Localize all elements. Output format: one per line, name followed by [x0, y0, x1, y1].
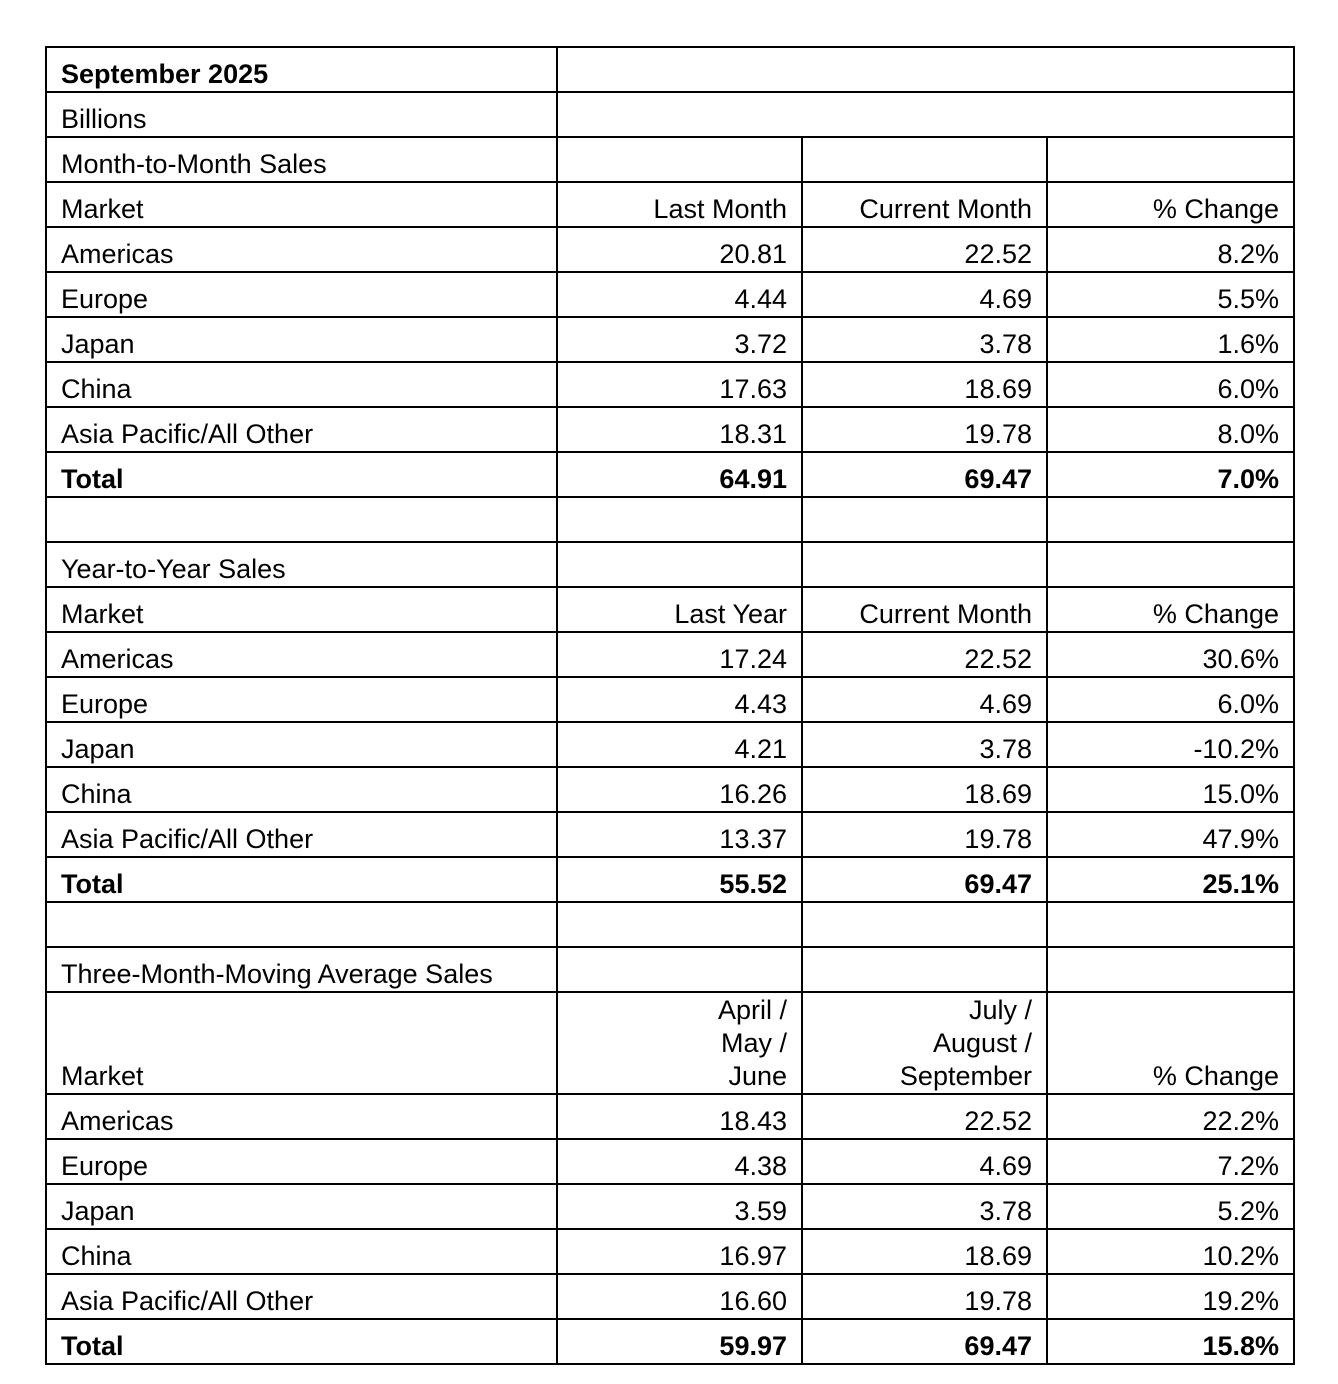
current-month-value: 22.52 [802, 632, 1047, 677]
last-year-value: 55.52 [557, 857, 802, 902]
spacer-row [46, 497, 1294, 542]
table-row [46, 632, 1294, 677]
blank-cell [802, 137, 1047, 182]
pct-change-value: 1.6% [1047, 317, 1294, 362]
total-row [46, 1319, 1294, 1364]
prev-period-value: 4.38 [557, 1139, 802, 1184]
current-month-value: 3.78 [802, 722, 1047, 767]
pct-change-value: 30.6% [1047, 632, 1294, 677]
spacer-row [46, 902, 1294, 947]
column-header-current-month: Current Month [802, 182, 1047, 227]
last-month-value: 20.81 [557, 227, 802, 272]
blank-cell [802, 542, 1047, 587]
current-month-value: 19.78 [802, 407, 1047, 452]
curr-period-value: 3.78 [802, 1184, 1047, 1229]
table-row [46, 812, 1294, 857]
market-name: Total [46, 452, 557, 497]
last-year-value: 4.43 [557, 677, 802, 722]
column-header-apr-may-jun: April / May / June [557, 992, 802, 1094]
section-title-month-to-month: Month-to-Month Sales [46, 137, 557, 182]
current-month-value: 19.78 [802, 812, 1047, 857]
table-row [46, 1184, 1294, 1229]
table-row [46, 722, 1294, 767]
last-year-value: 17.24 [557, 632, 802, 677]
pct-change-value: 10.2% [1047, 1229, 1294, 1274]
prev-period-value: 16.97 [557, 1229, 802, 1274]
table-row [46, 767, 1294, 812]
column-header-pct-change: % Change [1047, 992, 1294, 1094]
pct-change-value: -10.2% [1047, 722, 1294, 767]
market-name: Japan [46, 1184, 557, 1229]
curr-period-value: 19.78 [802, 1274, 1047, 1319]
pct-change-value: 6.0% [1047, 677, 1294, 722]
prev-period-value: 16.60 [557, 1274, 802, 1319]
table-row [46, 227, 1294, 272]
blank-cell [1047, 137, 1294, 182]
column-header-pct-change: % Change [1047, 182, 1294, 227]
last-year-value: 4.21 [557, 722, 802, 767]
column-header-market: Market [46, 587, 557, 632]
current-month-value: 69.47 [802, 452, 1047, 497]
table-row [46, 272, 1294, 317]
pct-change-value: 25.1% [1047, 857, 1294, 902]
section-title-three-month: Three-Month-Moving Average Sales [46, 947, 557, 992]
pct-change-value: 5.5% [1047, 272, 1294, 317]
current-month-value: 3.78 [802, 317, 1047, 362]
blank-cell [557, 47, 1294, 92]
section-title-year-to-year: Year-to-Year Sales [46, 542, 557, 587]
current-month-value: 22.52 [802, 227, 1047, 272]
current-month-value: 4.69 [802, 677, 1047, 722]
pct-change-value: 8.0% [1047, 407, 1294, 452]
column-header-last-month: Last Month [557, 182, 802, 227]
current-month-value: 4.69 [802, 272, 1047, 317]
table-row [46, 677, 1294, 722]
table-row [46, 362, 1294, 407]
column-header-market: Market [46, 182, 557, 227]
prev-period-value: 18.43 [557, 1094, 802, 1139]
prev-period-value: 59.97 [557, 1319, 802, 1364]
market-name: Total [46, 1319, 557, 1364]
column-header-market: Market [46, 992, 557, 1094]
pct-change-value: 7.0% [1047, 452, 1294, 497]
market-name: China [46, 1229, 557, 1274]
last-year-value: 13.37 [557, 812, 802, 857]
blank-cell [1047, 947, 1294, 992]
blank-cell [557, 92, 1294, 137]
pct-change-value: 47.9% [1047, 812, 1294, 857]
sales-table [45, 46, 1295, 1365]
market-name: China [46, 362, 557, 407]
current-month-value: 18.69 [802, 767, 1047, 812]
market-name: Americas [46, 1094, 557, 1139]
market-name: Americas [46, 632, 557, 677]
market-name: Asia Pacific/All Other [46, 812, 557, 857]
current-month-value: 18.69 [802, 362, 1047, 407]
market-name: Japan [46, 722, 557, 767]
last-month-value: 17.63 [557, 362, 802, 407]
market-name: Asia Pacific/All Other [46, 407, 557, 452]
table-row [46, 407, 1294, 452]
last-month-value: 3.72 [557, 317, 802, 362]
units-label: Billions [46, 92, 557, 137]
blank-cell [1047, 542, 1294, 587]
blank-cell [557, 947, 802, 992]
curr-period-value: 69.47 [802, 1319, 1047, 1364]
column-header-jul-aug-sep: July / August / September [802, 992, 1047, 1094]
market-name: Japan [46, 317, 557, 362]
table-row [46, 1094, 1294, 1139]
last-month-value: 64.91 [557, 452, 802, 497]
current-month-value: 69.47 [802, 857, 1047, 902]
column-header-last-year: Last Year [557, 587, 802, 632]
pct-change-value: 15.0% [1047, 767, 1294, 812]
table-row [46, 317, 1294, 362]
pct-change-value: 7.2% [1047, 1139, 1294, 1184]
blank-cell [557, 137, 802, 182]
last-month-value: 4.44 [557, 272, 802, 317]
curr-period-value: 18.69 [802, 1229, 1047, 1274]
market-name: Europe [46, 1139, 557, 1184]
pct-change-value: 22.2% [1047, 1094, 1294, 1139]
pct-change-value: 6.0% [1047, 362, 1294, 407]
market-name: China [46, 767, 557, 812]
total-row [46, 452, 1294, 497]
market-name: Asia Pacific/All Other [46, 1274, 557, 1319]
last-year-value: 16.26 [557, 767, 802, 812]
column-header-current-month: Current Month [802, 587, 1047, 632]
market-name: Europe [46, 677, 557, 722]
market-name: Americas [46, 227, 557, 272]
pct-change-value: 8.2% [1047, 227, 1294, 272]
pct-change-value: 5.2% [1047, 1184, 1294, 1229]
pct-change-value: 15.8% [1202, 1331, 1279, 1361]
curr-period-value: 4.69 [802, 1139, 1047, 1184]
blank-cell [802, 947, 1047, 992]
total-row [46, 857, 1294, 902]
market-name: Europe [46, 272, 557, 317]
column-header-pct-change: % Change [1047, 587, 1294, 632]
market-name: Total [46, 857, 557, 902]
pct-change-value: 19.2% [1047, 1274, 1294, 1319]
blank-cell [557, 542, 802, 587]
table-row [46, 1274, 1294, 1319]
table-row [46, 1229, 1294, 1274]
last-month-value: 18.31 [557, 407, 802, 452]
prev-period-value: 3.59 [557, 1184, 802, 1229]
table-row [46, 1139, 1294, 1184]
report-title: September 2025 [46, 47, 557, 92]
curr-period-value: 22.52 [802, 1094, 1047, 1139]
